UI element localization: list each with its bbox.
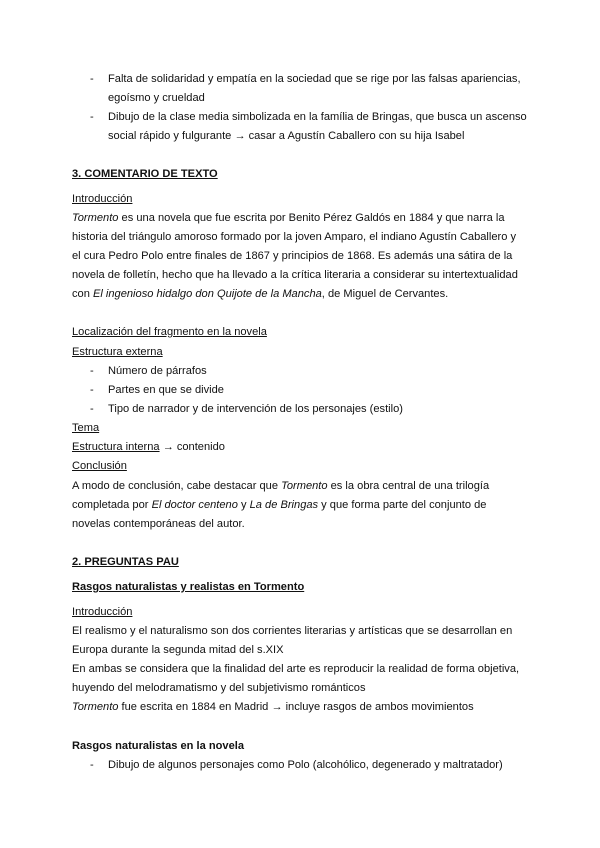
conclusion-paragraph-line bbox=[72, 479, 489, 493]
bullet-marker: - bbox=[90, 384, 94, 396]
naturalist-heading: Rasgos naturalistas en la novela bbox=[72, 740, 245, 752]
work-title: Tormento bbox=[72, 701, 119, 713]
intro-paragraph-line bbox=[72, 287, 448, 301]
location-heading: Localización del fragmento en la novela bbox=[72, 326, 267, 338]
work-title: El doctor centeno bbox=[151, 499, 238, 511]
bullet-marker: - bbox=[90, 403, 94, 415]
bullet-text-cont: social rápido y fulgurante → casar a Agustín Caballero con su hija Isabel bbox=[108, 130, 465, 142]
work-title: La de Bringas bbox=[249, 499, 319, 511]
text-span: es la obra central de una trilogía bbox=[327, 480, 490, 492]
bullet-marker: - bbox=[90, 759, 94, 771]
list-item: Tipo de narrador y de intervención de los personajes (estilo) bbox=[108, 403, 403, 415]
list-item: Partes en que se divide bbox=[108, 384, 224, 396]
text-span: con bbox=[72, 288, 93, 300]
bullet-marker: - bbox=[90, 111, 94, 123]
paragraph-line: Europa durante la segunda mitad del s.XIX bbox=[72, 644, 284, 656]
conclusion-paragraph-line: novelas contemporáneas del autor. bbox=[72, 518, 245, 530]
paragraph-line: huyendo del melodramatismo y del subjetivismo románticos bbox=[72, 682, 366, 694]
intro-heading: Introducción bbox=[72, 193, 133, 205]
text-span: es una novela que fue escrita por Benito Pérez Galdós en 1884 y que narra la bbox=[118, 212, 505, 224]
intro-heading: Introducción bbox=[72, 606, 133, 618]
intro-paragraph-line: novela de folletín, hecho que ha llevado a la crítica literaria a considerar su intertextualidad bbox=[72, 269, 518, 281]
bullet-text: Dibujo de la clase media simbolizada en la família de Bringas, que busca un ascenso bbox=[108, 111, 527, 123]
text-span: completada por bbox=[72, 499, 152, 511]
conclusion-paragraph-line bbox=[72, 498, 486, 512]
text-span: y bbox=[237, 499, 250, 511]
intro-paragraph-line: el cura Pedro Polo entre finales de 1867 y principios de 1868. Es además una sátira de la bbox=[72, 250, 513, 262]
section-title: 2. PREGUNTAS PAU bbox=[72, 556, 179, 568]
list-item: Dibujo de algunos personajes como Polo (alcohólico, degenerado y maltratador) bbox=[108, 759, 503, 771]
bullet-marker: - bbox=[90, 73, 94, 85]
section-subtitle: Rasgos naturalistas y realistas en Tormento bbox=[72, 581, 305, 593]
internal-structure-line bbox=[72, 440, 225, 454]
list-item: Número de párrafos bbox=[108, 365, 207, 377]
bullet-text-cont: egoísmo y crueldad bbox=[108, 92, 205, 104]
theme-heading: Tema bbox=[72, 422, 100, 434]
section-title: 3. COMENTARIO DE TEXTO bbox=[72, 168, 218, 180]
work-title: Tormento bbox=[72, 212, 119, 224]
external-structure-heading: Estructura externa bbox=[72, 346, 163, 358]
bullet-marker: - bbox=[90, 365, 94, 377]
intro-paragraph-line bbox=[72, 211, 505, 225]
text-span: fue escrita en 1884 en Madrid → incluye rasgos de ambos movimientos bbox=[118, 701, 474, 713]
work-title: Tormento bbox=[281, 480, 328, 492]
work-title: El ingenioso hidalgo don Quijote de la Mancha bbox=[92, 288, 322, 300]
bullet-text: Falta de solidaridad y empatía en la sociedad que se rige por las falsas apariencias, bbox=[108, 73, 521, 85]
paragraph-line: El realismo y el naturalismo son dos corrientes literarias y artísticas que se desarrollan en bbox=[72, 625, 513, 637]
paragraph-line: En ambas se considera que la finalidad del arte es reproducir la realidad de forma objetiva, bbox=[72, 663, 520, 675]
paragraph-line bbox=[72, 700, 474, 714]
text-span: → contenido bbox=[159, 441, 225, 453]
text-span: y que forma parte del conjunto de bbox=[318, 499, 487, 511]
text-span: , de Miguel de Cervantes. bbox=[321, 288, 449, 300]
internal-structure-heading: Estructura interna bbox=[72, 441, 160, 453]
text-span: A modo de conclusión, cabe destacar que bbox=[72, 480, 282, 492]
intro-paragraph-line: historia del triángulo amoroso formado por la joven Amparo, el indiano Agustín Caballero y bbox=[72, 231, 517, 243]
conclusion-heading: Conclusión bbox=[72, 460, 127, 472]
